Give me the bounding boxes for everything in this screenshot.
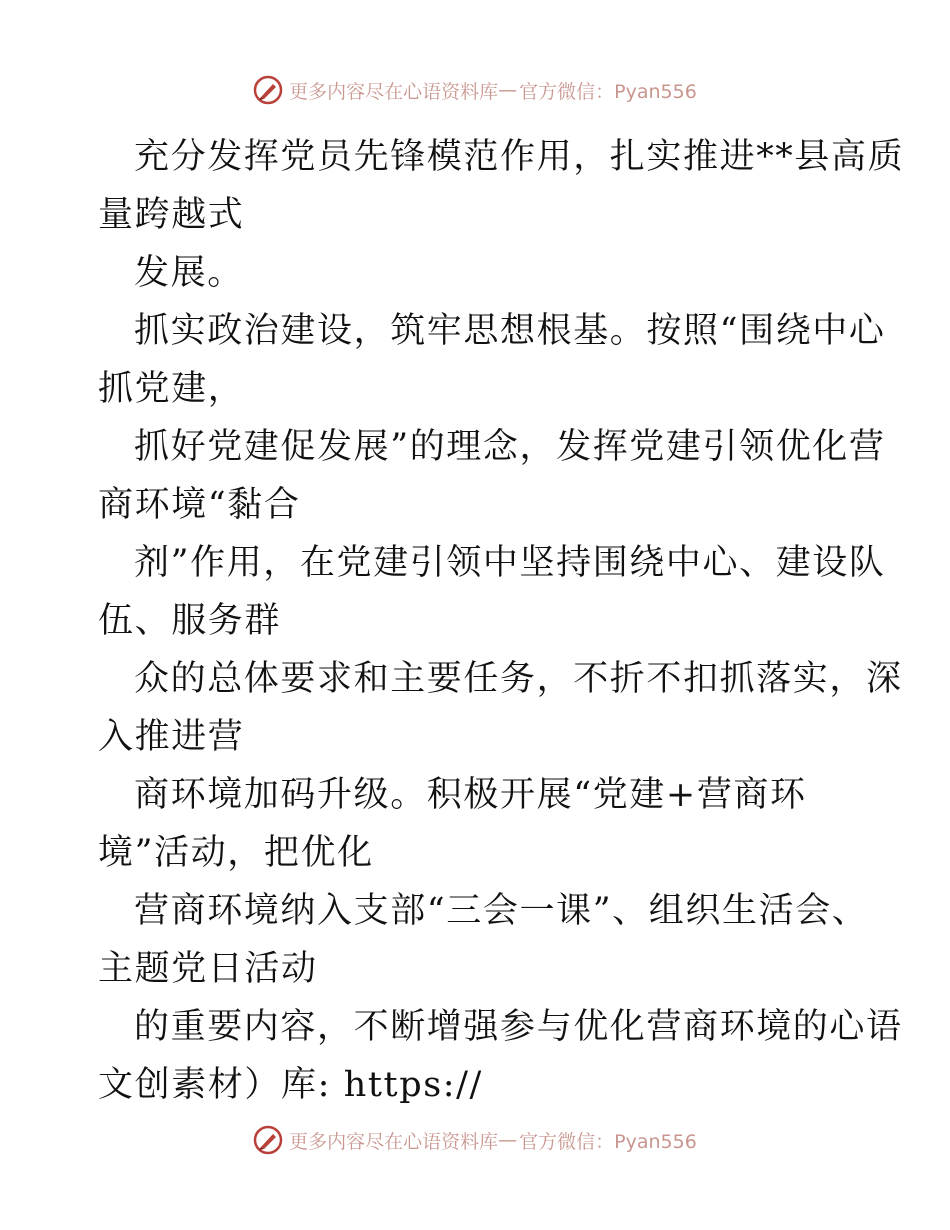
text-line: 主题党日活动 <box>98 949 318 989</box>
document-body <box>98 128 905 1114</box>
pen-logo-icon <box>253 1125 283 1155</box>
footer-watermark <box>0 1122 950 1158</box>
text-line: 商环境“黏合 <box>98 485 301 525</box>
text-line: 境”活动，把优化 <box>98 833 374 873</box>
pen-logo-icon <box>253 75 283 105</box>
text-line: 充分发挥党员先锋模范作用，扎实推进**县高质 <box>134 137 905 177</box>
watermark-text: 更多内容尽在心语资料库 <box>289 80 499 103</box>
text-line: 发展。 <box>134 253 244 293</box>
text-line: 的重要内容，不断增强参与优化营商环境的心语 <box>134 1007 903 1047</box>
watermark-text: 更多内容尽在心语资料库 <box>289 1130 499 1153</box>
text-line: 文创素材）库: https:// <box>98 1065 483 1105</box>
watermark-separator: — <box>498 79 518 101</box>
watermark-separator: — <box>498 1129 518 1151</box>
text-line: 伍、服务群 <box>98 601 282 641</box>
text-line: 剂”作用，在党建引领中坚持围绕中心、建设队 <box>134 543 886 583</box>
watermark-wechat: 官方微信：Pyan556 <box>519 1130 697 1153</box>
text-line: 量跨越式 <box>98 195 245 235</box>
text-line: 商环境加码升级。积极开展“党建+营商环 <box>134 775 807 815</box>
text-line: 入推进营 <box>98 717 245 757</box>
text-line: 抓实政治建设，筑牢思想根基。按照“围绕中心 <box>134 311 886 351</box>
text-line: 抓党建， <box>98 369 245 409</box>
watermark-wechat: 官方微信：Pyan556 <box>519 80 697 103</box>
text-line: 众的总体要求和主要任务，不折不扣抓落实，深 <box>134 659 903 699</box>
text-line: 抓好党建促发展”的理念，发挥党建引领优化营 <box>134 427 886 467</box>
text-line: 营商环境纳入支部“三会一课”、组织生活会、 <box>134 891 869 931</box>
header-watermark <box>0 72 950 108</box>
